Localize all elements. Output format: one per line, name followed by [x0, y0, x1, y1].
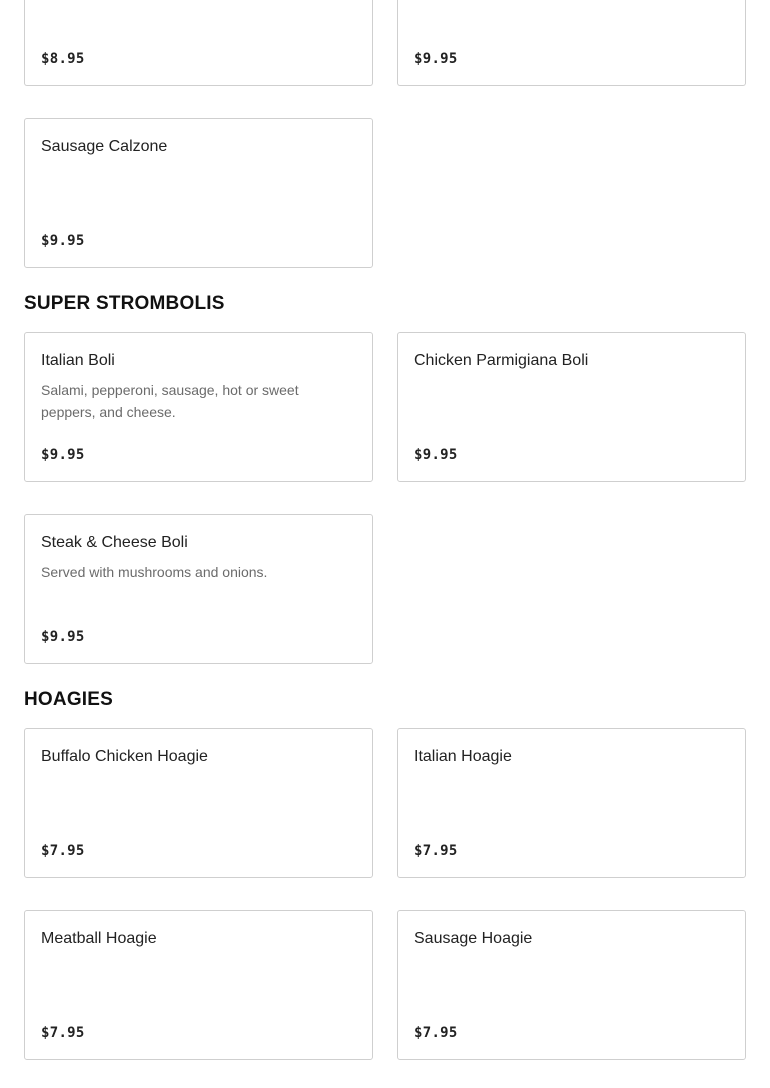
menu-item-card[interactable]: [397, 910, 746, 1060]
menu-item-card[interactable]: [397, 0, 746, 86]
item-price: $9.95: [41, 629, 85, 645]
item-price: $7.95: [41, 1025, 85, 1041]
menu-item-card[interactable]: [397, 332, 746, 482]
menu-item-card[interactable]: [24, 514, 373, 664]
item-name: Meatball Hoagie: [41, 930, 157, 947]
menu-item-card[interactable]: [24, 0, 373, 86]
item-price: $9.95: [414, 51, 458, 67]
item-name: Sausage Hoagie: [414, 930, 533, 947]
item-description: Salami, pepperoni, sausage, hot or sweet peppers, and cheese.: [41, 382, 299, 420]
item-name: Sausage Calzone: [41, 138, 168, 155]
item-price: $7.95: [41, 843, 85, 859]
item-name: Buffalo Chicken Hoagie: [41, 748, 208, 765]
item-price: $9.95: [41, 447, 85, 463]
item-price: $9.95: [414, 447, 458, 463]
section-title-hoagies: HOAGIES: [24, 689, 114, 710]
item-name: Steak & Cheese Boli: [41, 534, 188, 551]
menu-item-card[interactable]: [24, 332, 373, 482]
menu-item-card[interactable]: [24, 910, 373, 1060]
item-price: $7.95: [414, 1025, 458, 1041]
item-name: Italian Hoagie: [414, 748, 512, 765]
item-price: $8.95: [41, 51, 85, 67]
item-name: Chicken Parmigiana Boli: [414, 352, 589, 369]
item-price: $7.95: [414, 843, 458, 859]
section-title-super-strombolis: SUPER STROMBOLIS: [24, 293, 225, 314]
menu-item-card[interactable]: [24, 728, 373, 878]
item-name: Italian Boli: [41, 352, 115, 369]
item-description: Served with mushrooms and onions.: [41, 564, 268, 580]
menu-item-card[interactable]: [397, 728, 746, 878]
menu-item-card[interactable]: [24, 118, 373, 268]
item-price: $9.95: [41, 233, 85, 249]
